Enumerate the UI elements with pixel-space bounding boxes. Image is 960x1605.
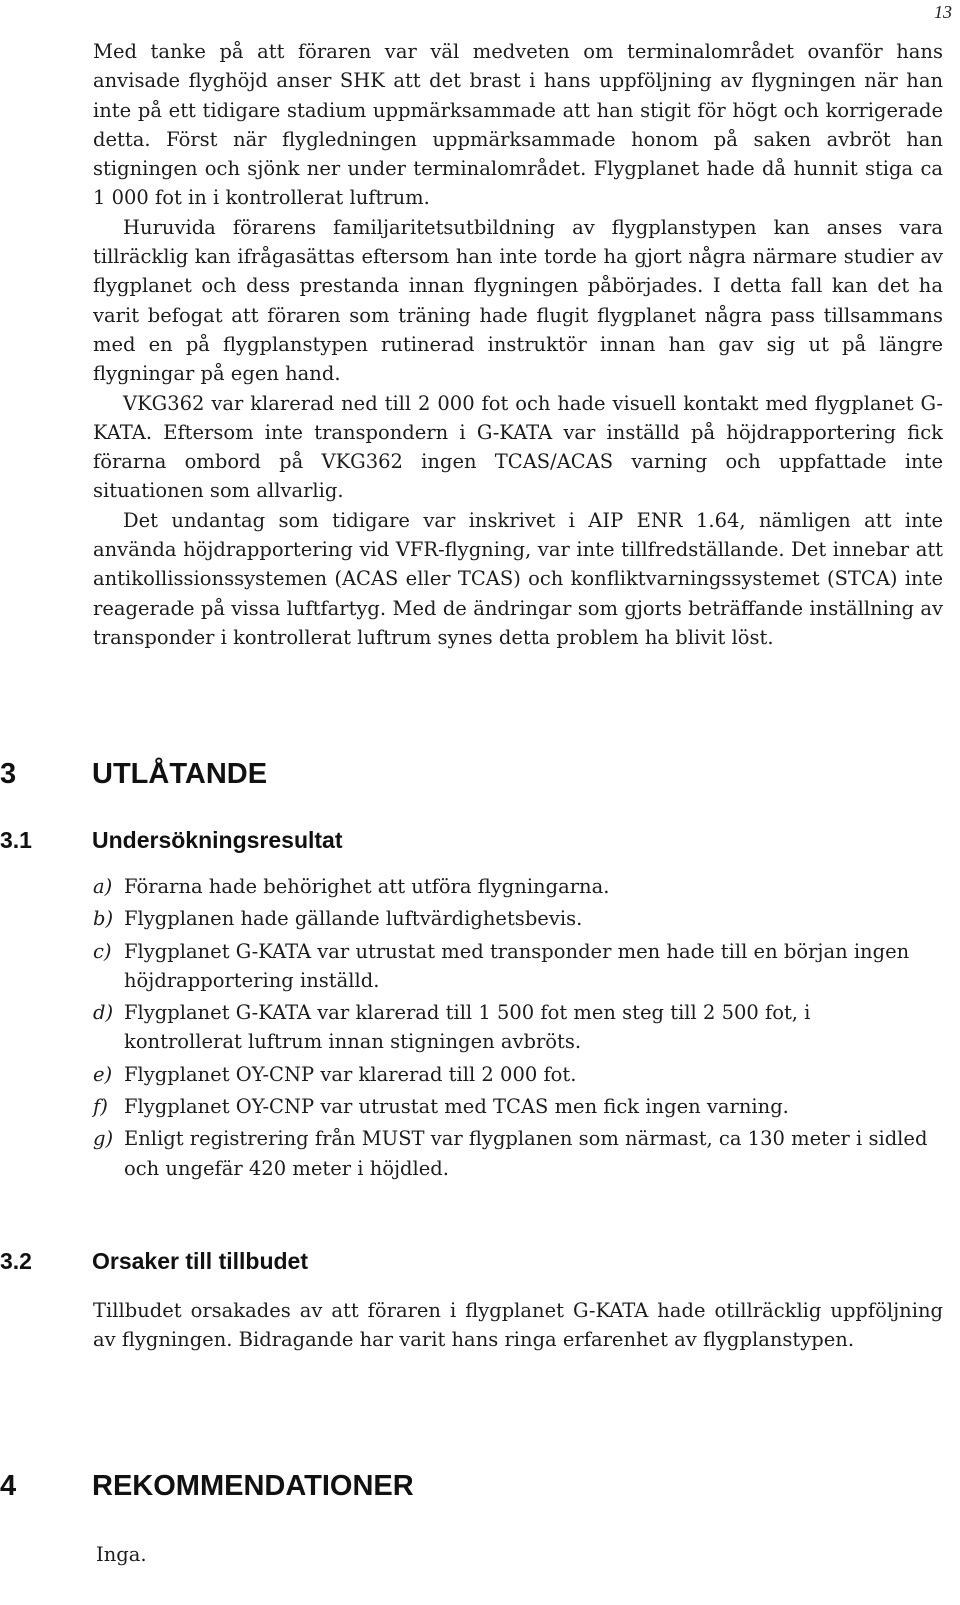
section-number: 3.1 [0,827,32,853]
section-title: Orsaker till tillbudet [92,1248,308,1274]
section-number: 3 [0,758,17,790]
paragraph: Med tanke på att föraren var väl medveten om terminalområdet ovanför hans anvisade flyghöjd anser SHK att det brast i hans uppföljning av flygningen när han inte på ett tidigare stadium uppmärksammade att han stigit för högt och korrigerade detta. Först när flygledningen uppmärksammade honom på saken avbröt han stigningen och sjönk ner under terminalområdet. Flygplanet hade då hunnit stiga ca 1 000 fot in i kontrollerat luftrum. [93,40,943,210]
page-number: 13 [934,2,952,22]
section-title: REKOMMENDATIONER [92,1470,414,1502]
item-marker: e) [93,1062,113,1086]
item-marker: f) [93,1095,108,1119]
item-marker: a) [93,875,113,898]
list-item [93,937,933,996]
item-text: Flygplanet OY-CNP var klarerad till 2 000 fot. [124,1062,577,1086]
paragraph: Inga. [96,1543,147,1566]
item-text: Flygplanet G-KATA var klarerad till 1 500 fot men steg till 2 500 fot, i kontrollerat luftrum innan stigningen avbröts. [124,1001,811,1054]
findings-list [93,872,933,1186]
item-marker: g) [93,1127,114,1151]
list-item [93,1060,933,1089]
section-title: Undersökningsresultat [92,827,343,853]
item-text: Flygplanet OY-CNP var utrustat med TCAS men fick ingen varning. [124,1095,789,1119]
discussion-text [93,37,943,652]
paragraph: VKG362 var klarerad ned till 2 000 fot och hade visuell kontakt med flygplanet G-KATA. Eftersom inte transpondern i G-KATA var inställd på höjdrapportering fick förarna ombord på VKG362 ingen TCAS/ACAS varning och uppfattade inte situationen som allvarlig. [93,391,943,503]
paragraph: Det undantag som tidigare var inskrivet i AIP ENR 1.64, nämligen att inte använda höjdrapportering vid VFR-flygning, var inte tillfredställande. Det innebar att antikollissionssystemen (ACAS eller TCAS) och konfliktvarningssystemet (STCA) inte reagerade på vissa luftfartyg. Med de ändringar som gjorts beträffande inställning av transponder i kontrollerat luftrum synes detta problem ha blivit löst. [93,508,943,649]
list-item [93,1124,933,1183]
section-title: UTLÅTANDE [92,758,268,790]
list-item [93,904,933,933]
item-marker: b) [93,907,114,931]
recommendations-text [96,1540,946,1569]
causes-text [93,1296,943,1355]
list-item [93,872,933,901]
list-item [93,998,933,1057]
item-marker: d) [93,1001,114,1025]
paragraph: Tillbudet orsakades av att föraren i flygplanet G-KATA hade otillräcklig uppföljning av flygningen. Bidragande har varit hans ringa erfarenhet av flygplanstypen. [93,1299,943,1352]
item-text: Flygplanet G-KATA var utrustat med transponder men hade till en början ingen höjdrapportering inställd. [124,939,910,992]
item-marker: c) [93,939,112,963]
section-number: 4 [0,1470,17,1502]
item-text: Enligt registrering från MUST var flygplanen som närmast, ca 130 meter i sidled och ungefär 420 meter i höjdled. [124,1127,928,1180]
section-number: 3.2 [0,1248,32,1274]
item-text: Flygplanen hade gällande luftvärdighetsbevis. [124,907,583,931]
item-text: Förarna hade behörighet att utföra flygningarna. [124,875,610,898]
list-item [93,1092,933,1121]
paragraph: Huruvida förarens familjaritetsutbildning av flygplanstypen kan anses vara tillräcklig kan ifrågasättas eftersom han inte torde ha gjort några närmare studier av flygplanet och dess prestanda innan flygningen påbörjades. I detta fall kan det ha varit befogat att föraren som träning hade flugit flygplanet några pass tillsammans med en på flygplanstypen rutinerad instruktör innan han gav sig ut på längre flygningar på egen hand. [93,215,943,386]
